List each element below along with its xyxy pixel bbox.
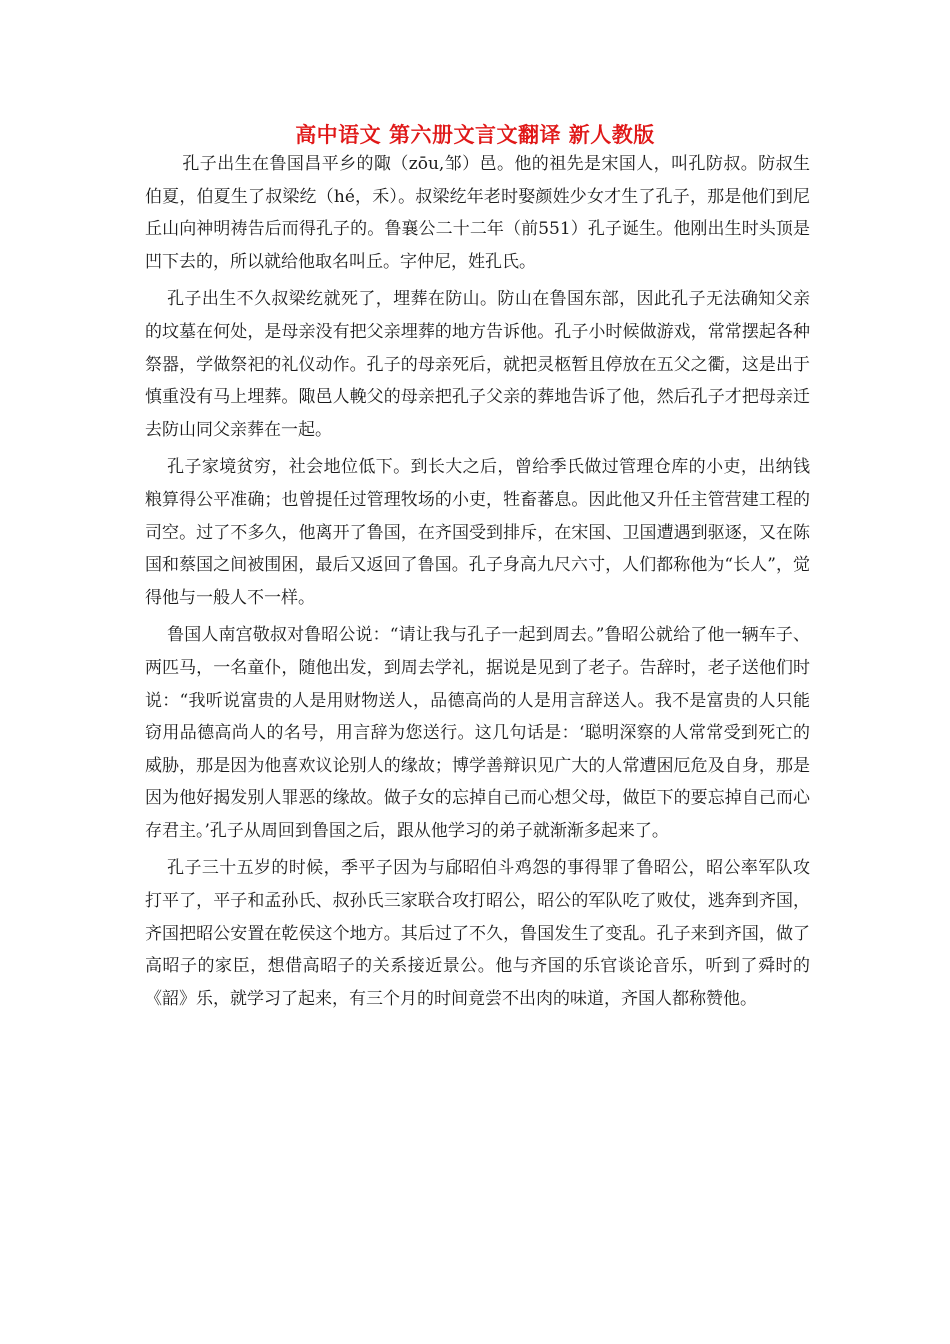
- document-body: [145, 148, 810, 1020]
- paragraph-2: 孔子出生不久叔梁纥就死了，埋葬在防山。防山在鲁国东部，因此孔子无法确知父亲的坟墓在何处，是母亲没有把父亲埋葬的地方告诉他。孔子小时候做游戏，常常摆起各种祭器，学做祭祀的礼仪动作。孔子的母亲死后，就把灵柩暂且停放在五父之衢，这是出于慎重没有马上埋葬。陬邑人輓父的母亲把孔子父亲的葬地告诉了他，然后孔子才把母亲迁去防山同父亲葬在一起。: [145, 289, 810, 440]
- paragraph-4: 鲁国人南宫敬叔对鲁昭公说：“请让我与孔子一起到周去。”鲁昭公就给了他一辆车子、两匹马，一名童仆，随他出发，到周去学礼，据说是见到了老子。告辞时，老子送他们时说：“我听说富贵的人是用财物送人，品德高尚的人是用言辞送人。我不是富贵的人只能窃用品德高尚人的名号，用言辞为您送行。这几句话是：‘聪明深察的人常常受到死亡的威胁，那是因为他喜欢议论别人的缘故；博学善辩识见广大的人常遭困厄危及自身，那是因为他好揭发别人罪恶的缘故。做子女的忘掉自己而心想父母，做臣下的要忘掉自己而心存君主。’孔子从周回到鲁国之后，跟从他学习的弟子就渐渐多起来了。: [145, 625, 810, 841]
- paragraph-5: 孔子三十五岁的时候，季平子因为与郈昭伯斗鸡怨的事得罪了鲁昭公，昭公率军队攻打平了，平子和孟孙氏、叔孙氏三家联合攻打昭公，昭公的军队吃了败仗，逃奔到齐国，齐国把昭公安置在乾侯这个地方。其后过了不久，鲁国发生了变乱。孔子来到齐国，做了高昭子的家臣，想借高昭子的关系接近景公。他与齐国的乐官谈论音乐，听到了舜时的《韶》乐，就学习了起来，有三个月的时间竟尝不出肉的味道，齐国人都称赞他。: [145, 858, 810, 1009]
- paragraph-3: 孔子家境贫穷，社会地位低下。到长大之后，曾给季氏做过管理仓库的小吏，出纳钱粮算得公平准确；也曾提任过管理牧场的小吏，牲畜蕃息。因此他又升任主管营建工程的司空。过了不多久，他离开了鲁国，在齐国受到排斥，在宋国、卫国遭遇到驱逐，又在陈国和蔡国之间被围困，最后又返回了鲁国。孔子身高九尺六寸，人们都称他为“长人”，觉得他与一般人不一样。: [145, 457, 810, 608]
- paragraph-1: 孔子出生在鲁国昌平乡的陬（zōu,邹）邑。他的祖先是宋国人，叫孔防叔。防叔生伯夏，伯夏生了叔梁纥（hé，禾）。叔梁纥年老时娶颜姓少女才生了孔子，那是他们到尼丘山向神明祷告后而得孔子的。鲁襄公二十二年（前551）孔子诞生。他刚出生时头顶是凹下去的，所以就给他取名叫丘。字仲尼，姓孔氏。: [145, 154, 810, 272]
- document-title: 高中语文 第六册文言文翻译 新人教版: [295, 122, 655, 147]
